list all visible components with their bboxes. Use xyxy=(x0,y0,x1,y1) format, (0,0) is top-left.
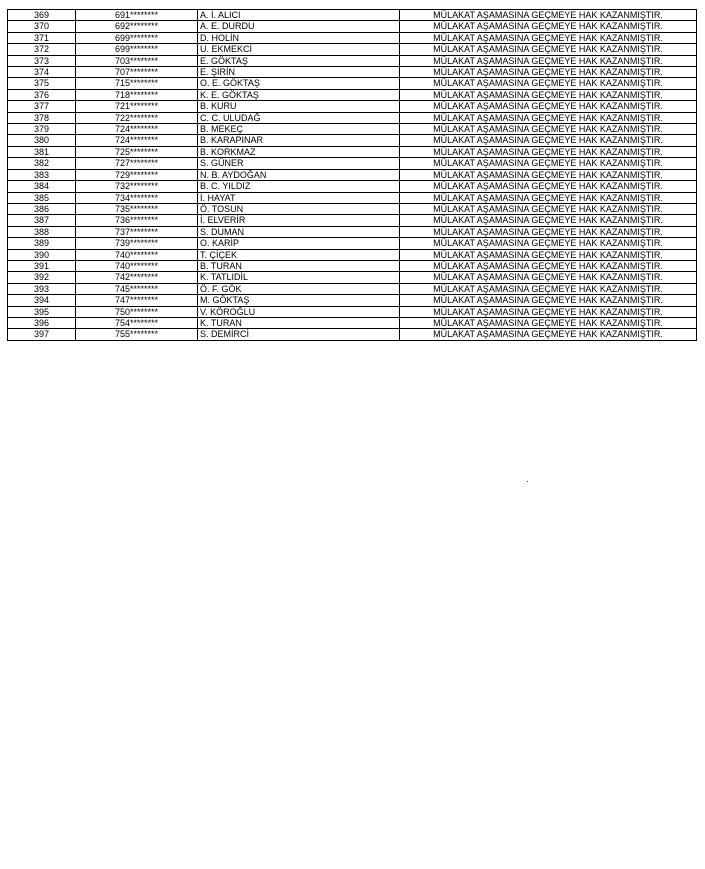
table-row xyxy=(8,101,697,112)
id-number-cell: 736******** xyxy=(76,215,198,226)
row-number-cell: 378 xyxy=(8,112,76,123)
status-cell: MÜLAKAT AŞAMASINA GEÇMEYE HAK KAZANMIŞTIR. xyxy=(400,226,697,237)
id-number-cell: 715******** xyxy=(76,78,198,89)
name-cell: O. E. GÖKTAŞ xyxy=(198,78,400,89)
status-cell: MÜLAKAT AŞAMASINA GEÇMEYE HAK KAZANMIŞTIR. xyxy=(400,295,697,306)
name-cell: O. KARİP xyxy=(198,238,400,249)
id-number-cell: 727******** xyxy=(76,158,198,169)
status-cell: MÜLAKAT AŞAMASINA GEÇMEYE HAK KAZANMIŞTIR. xyxy=(400,283,697,294)
table-row xyxy=(8,169,697,180)
status-cell: MÜLAKAT AŞAMASINA GEÇMEYE HAK KAZANMIŞTIR. xyxy=(400,238,697,249)
id-number-cell: 732******** xyxy=(76,181,198,192)
id-number-cell: 722******** xyxy=(76,112,198,123)
id-number-cell: 742******** xyxy=(76,272,198,283)
status-cell: MÜLAKAT AŞAMASINA GEÇMEYE HAK KAZANMIŞTIR. xyxy=(400,44,697,55)
row-number-cell: 379 xyxy=(8,124,76,135)
name-cell: A. E. DURDU xyxy=(198,21,400,32)
name-cell: İ. HAYAT xyxy=(198,192,400,203)
row-number-cell: 382 xyxy=(8,158,76,169)
name-cell: E. GÖKTAŞ xyxy=(198,55,400,66)
table-row xyxy=(8,135,697,146)
name-cell: B. MEKEÇ xyxy=(198,124,400,135)
table-row xyxy=(8,317,697,328)
table-row xyxy=(8,295,697,306)
table-row xyxy=(8,226,697,237)
id-number-cell: 740******** xyxy=(76,260,198,271)
id-number-cell: 699******** xyxy=(76,32,198,43)
status-cell: MÜLAKAT AŞAMASINA GEÇMEYE HAK KAZANMIŞTIR. xyxy=(400,32,697,43)
name-cell: U. EKMEKCİ xyxy=(198,44,400,55)
name-cell: S. GÜNER xyxy=(198,158,400,169)
table-row xyxy=(8,329,697,340)
id-number-cell: 691******** xyxy=(76,10,198,21)
table-row xyxy=(8,55,697,66)
row-number-cell: 381 xyxy=(8,146,76,157)
id-number-cell: 754******** xyxy=(76,317,198,328)
status-cell: MÜLAKAT AŞAMASINA GEÇMEYE HAK KAZANMIŞTIR. xyxy=(400,55,697,66)
status-cell: MÜLAKAT AŞAMASINA GEÇMEYE HAK KAZANMIŞTIR. xyxy=(400,169,697,180)
table-row xyxy=(8,283,697,294)
row-number-cell: 374 xyxy=(8,67,76,78)
row-number-cell: 392 xyxy=(8,272,76,283)
name-cell: K. TATLIDİL xyxy=(198,272,400,283)
row-number-cell: 397 xyxy=(8,329,76,340)
row-number-cell: 389 xyxy=(8,238,76,249)
table-row xyxy=(8,260,697,271)
name-cell: S. DEMİRCİ xyxy=(198,329,400,340)
row-number-cell: 388 xyxy=(8,226,76,237)
status-cell: MÜLAKAT AŞAMASINA GEÇMEYE HAK KAZANMIŞTIR. xyxy=(400,112,697,123)
results-table xyxy=(7,9,697,341)
status-cell: MÜLAKAT AŞAMASINA GEÇMEYE HAK KAZANMIŞTIR. xyxy=(400,78,697,89)
status-cell: MÜLAKAT AŞAMASINA GEÇMEYE HAK KAZANMIŞTIR. xyxy=(400,215,697,226)
id-number-cell: 735******** xyxy=(76,203,198,214)
status-cell: MÜLAKAT AŞAMASINA GEÇMEYE HAK KAZANMIŞTIR. xyxy=(400,101,697,112)
status-cell: MÜLAKAT AŞAMASINA GEÇMEYE HAK KAZANMIŞTIR. xyxy=(400,67,697,78)
id-number-cell: 724******** xyxy=(76,135,198,146)
table-row xyxy=(8,44,697,55)
table-row xyxy=(8,203,697,214)
name-cell: B. TURAN xyxy=(198,260,400,271)
id-number-cell: 740******** xyxy=(76,249,198,260)
row-number-cell: 396 xyxy=(8,317,76,328)
id-number-cell: 724******** xyxy=(76,124,198,135)
results-table-body xyxy=(8,10,697,341)
status-cell: MÜLAKAT AŞAMASINA GEÇMEYE HAK KAZANMIŞTIR. xyxy=(400,146,697,157)
row-number-cell: 372 xyxy=(8,44,76,55)
id-number-cell: 718******** xyxy=(76,89,198,100)
row-number-cell: 393 xyxy=(8,283,76,294)
status-cell: MÜLAKAT AŞAMASINA GEÇMEYE HAK KAZANMIŞTIR. xyxy=(400,249,697,260)
row-number-cell: 371 xyxy=(8,32,76,43)
id-number-cell: 745******** xyxy=(76,283,198,294)
status-cell: MÜLAKAT AŞAMASINA GEÇMEYE HAK KAZANMIŞTIR. xyxy=(400,158,697,169)
status-cell: MÜLAKAT AŞAMASINA GEÇMEYE HAK KAZANMIŞTIR. xyxy=(400,124,697,135)
name-cell: D. HOLİN xyxy=(198,32,400,43)
row-number-cell: 370 xyxy=(8,21,76,32)
row-number-cell: 369 xyxy=(8,10,76,21)
name-cell: C. C. ULUDAĞ xyxy=(198,112,400,123)
status-cell: MÜLAKAT AŞAMASINA GEÇMEYE HAK KAZANMIŞTIR. xyxy=(400,329,697,340)
table-row xyxy=(8,272,697,283)
id-number-cell: 750******** xyxy=(76,306,198,317)
name-cell: B. KORKMAZ xyxy=(198,146,400,157)
table-row xyxy=(8,146,697,157)
row-number-cell: 395 xyxy=(8,306,76,317)
stray-dot xyxy=(527,481,528,482)
status-cell: MÜLAKAT AŞAMASINA GEÇMEYE HAK KAZANMIŞTIR. xyxy=(400,306,697,317)
row-number-cell: 384 xyxy=(8,181,76,192)
row-number-cell: 377 xyxy=(8,101,76,112)
name-cell: İ. ELVERİR xyxy=(198,215,400,226)
table-row xyxy=(8,67,697,78)
table-row xyxy=(8,32,697,43)
id-number-cell: 747******** xyxy=(76,295,198,306)
row-number-cell: 383 xyxy=(8,169,76,180)
status-cell: MÜLAKAT AŞAMASINA GEÇMEYE HAK KAZANMIŞTIR. xyxy=(400,89,697,100)
name-cell: K. TURAN xyxy=(198,317,400,328)
id-number-cell: 737******** xyxy=(76,226,198,237)
name-cell: B. KARAPINAR xyxy=(198,135,400,146)
status-cell: MÜLAKAT AŞAMASINA GEÇMEYE HAK KAZANMIŞTIR. xyxy=(400,10,697,21)
table-row xyxy=(8,89,697,100)
table-row xyxy=(8,158,697,169)
row-number-cell: 376 xyxy=(8,89,76,100)
id-number-cell: 699******** xyxy=(76,44,198,55)
id-number-cell: 725******** xyxy=(76,146,198,157)
table-row xyxy=(8,249,697,260)
id-number-cell: 734******** xyxy=(76,192,198,203)
table-row xyxy=(8,124,697,135)
status-cell: MÜLAKAT AŞAMASINA GEÇMEYE HAK KAZANMIŞTIR. xyxy=(400,203,697,214)
table-row xyxy=(8,215,697,226)
status-cell: MÜLAKAT AŞAMASINA GEÇMEYE HAK KAZANMIŞTIR. xyxy=(400,272,697,283)
name-cell: B. KURU xyxy=(198,101,400,112)
status-cell: MÜLAKAT AŞAMASINA GEÇMEYE HAK KAZANMIŞTIR. xyxy=(400,317,697,328)
row-number-cell: 386 xyxy=(8,203,76,214)
table-row xyxy=(8,192,697,203)
name-cell: Ö. TOSUN xyxy=(198,203,400,214)
table-row xyxy=(8,21,697,32)
row-number-cell: 391 xyxy=(8,260,76,271)
row-number-cell: 390 xyxy=(8,249,76,260)
table-row xyxy=(8,112,697,123)
name-cell: M. GÖKTAŞ xyxy=(198,295,400,306)
id-number-cell: 703******** xyxy=(76,55,198,66)
name-cell: B. C. YILDIZ xyxy=(198,181,400,192)
name-cell: K. E. GÖKTAŞ xyxy=(198,89,400,100)
status-cell: MÜLAKAT AŞAMASINA GEÇMEYE HAK KAZANMIŞTIR. xyxy=(400,135,697,146)
table-row xyxy=(8,78,697,89)
row-number-cell: 380 xyxy=(8,135,76,146)
id-number-cell: 721******** xyxy=(76,101,198,112)
table-row xyxy=(8,238,697,249)
status-cell: MÜLAKAT AŞAMASINA GEÇMEYE HAK KAZANMIŞTIR. xyxy=(400,260,697,271)
name-cell: E. ŞİRİN xyxy=(198,67,400,78)
id-number-cell: 729******** xyxy=(76,169,198,180)
name-cell: N. B. AYDOĞAN xyxy=(198,169,400,180)
table-row xyxy=(8,10,697,21)
name-cell: V. KÖROĞLU xyxy=(198,306,400,317)
row-number-cell: 373 xyxy=(8,55,76,66)
name-cell: A. İ. ALICI xyxy=(198,10,400,21)
table-row xyxy=(8,306,697,317)
id-number-cell: 755******** xyxy=(76,329,198,340)
id-number-cell: 707******** xyxy=(76,67,198,78)
id-number-cell: 692******** xyxy=(76,21,198,32)
row-number-cell: 375 xyxy=(8,78,76,89)
status-cell: MÜLAKAT AŞAMASINA GEÇMEYE HAK KAZANMIŞTIR. xyxy=(400,21,697,32)
id-number-cell: 739******** xyxy=(76,238,198,249)
status-cell: MÜLAKAT AŞAMASINA GEÇMEYE HAK KAZANMIŞTIR. xyxy=(400,192,697,203)
table-row xyxy=(8,181,697,192)
name-cell: T. ÇİÇEK xyxy=(198,249,400,260)
row-number-cell: 387 xyxy=(8,215,76,226)
status-cell: MÜLAKAT AŞAMASINA GEÇMEYE HAK KAZANMIŞTIR. xyxy=(400,181,697,192)
row-number-cell: 394 xyxy=(8,295,76,306)
name-cell: S. DUMAN xyxy=(198,226,400,237)
name-cell: Ö. F. GÖK xyxy=(198,283,400,294)
row-number-cell: 385 xyxy=(8,192,76,203)
